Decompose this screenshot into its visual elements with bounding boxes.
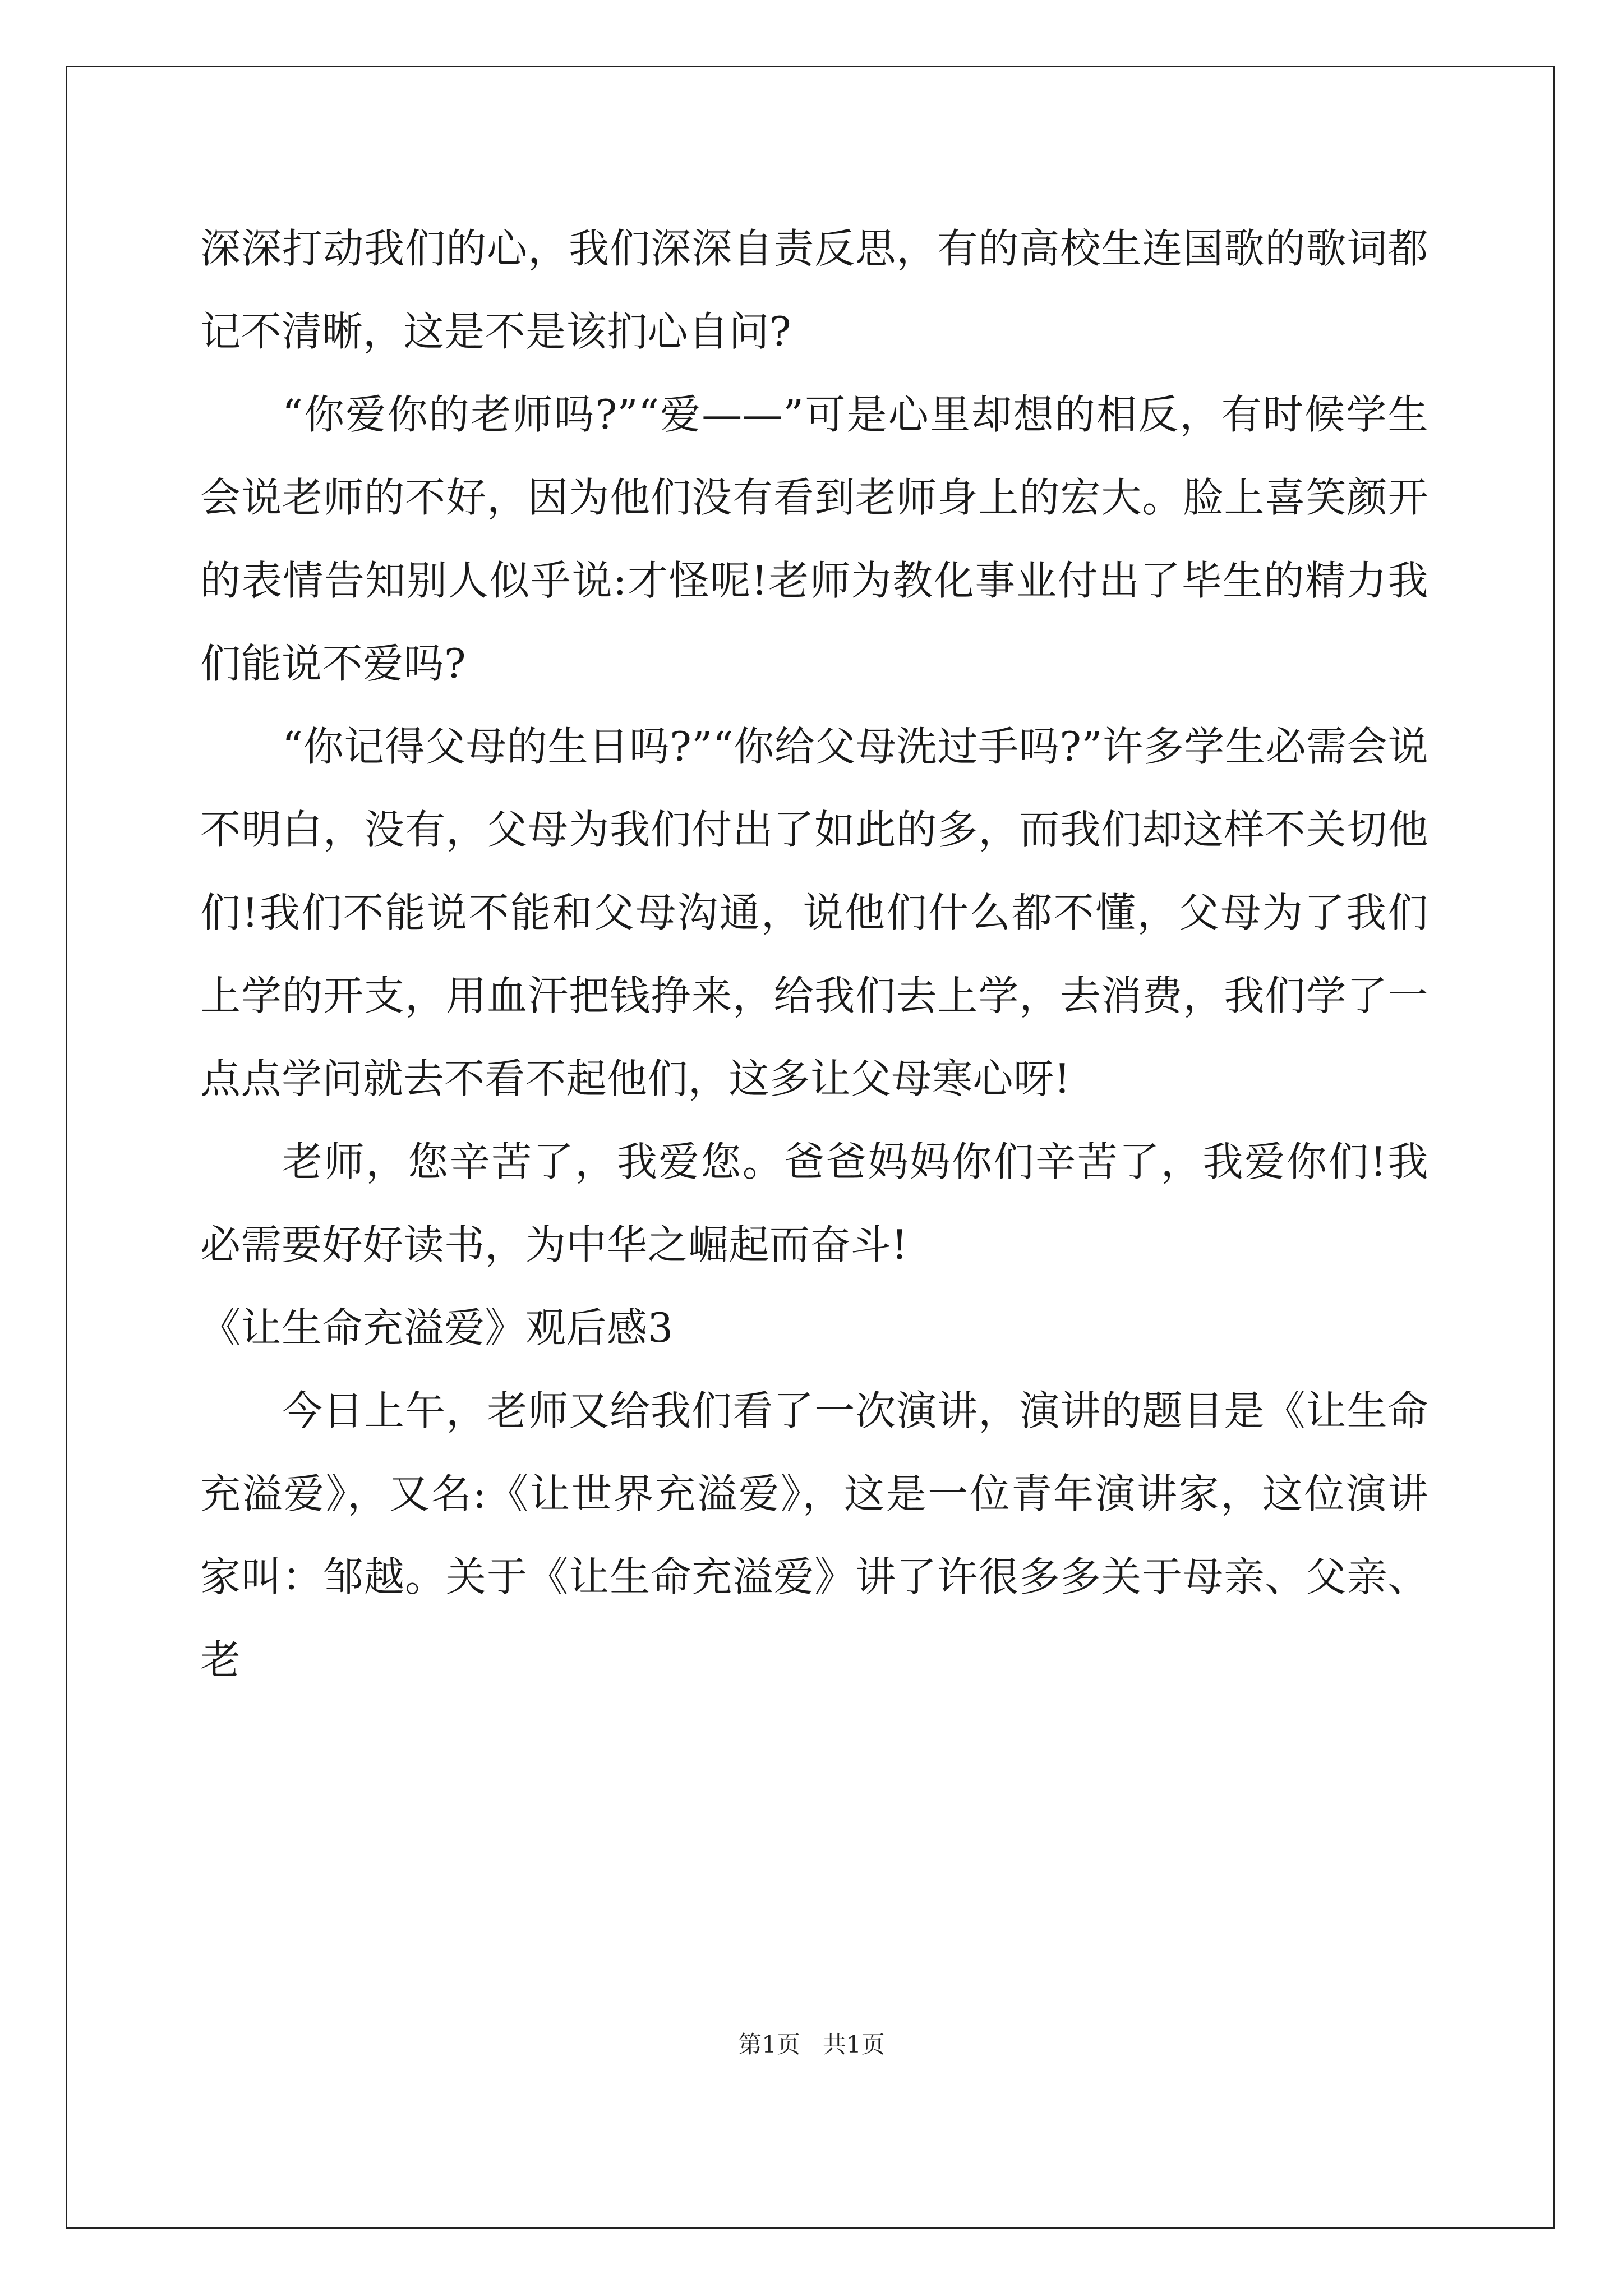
paragraph: “你记得父母的生日吗?”“你给父母洗过手吗?”许多学生必需会说不明白，没有，父母为我们付出了如此的多，而我们却这样不关切他们!我们不能说不能和父母沟通，说他们什么都不懂，父母为了我们上学的开支，用血汗把钱挣来，给我们去上学，去消费，我们学了一点点学问就去不看不起他们，这多让父母寒心呀! xyxy=(200,723,1428,1102)
section-heading: 《让生命充溢爱》观后感3 xyxy=(200,1304,674,1351)
page-footer xyxy=(0,2026,1623,2060)
paragraph: “你爱你的老师吗?”“爱——”可是心里却想的相反，有时候学生会说老师的不好，因为他们没有看到老师身上的宏大。脸上喜笑颜开的表情告知别人似乎说:才怪呢!老师为教化事业付出了毕生的精力我们能说不爱吗? xyxy=(200,391,1428,687)
page-number-current: 第1页 xyxy=(738,2031,800,2058)
paragraph: 今日上午，老师又给我们看了一次演讲，演讲的题目是《让生命充溢爱》，又名:《让世界充溢爱》，这是一位青年演讲家，这位演讲家叫：邹越。关于《让生命充溢爱》讲了许很多多关于母亲、父亲、老 xyxy=(200,1387,1428,1683)
document-body xyxy=(200,207,1428,1701)
paragraph: 老师，您辛苦了，我爱您。爸爸妈妈你们辛苦了，我爱你们!我必需要好好读书，为中华之崛起而奋斗! xyxy=(200,1138,1428,1268)
paragraph: 深深打动我们的心，我们深深自责反思，有的高校生连国歌的歌词都记不清晰，这是不是该扪心自问? xyxy=(200,225,1428,355)
page-number-total: 共1页 xyxy=(823,2031,885,2058)
